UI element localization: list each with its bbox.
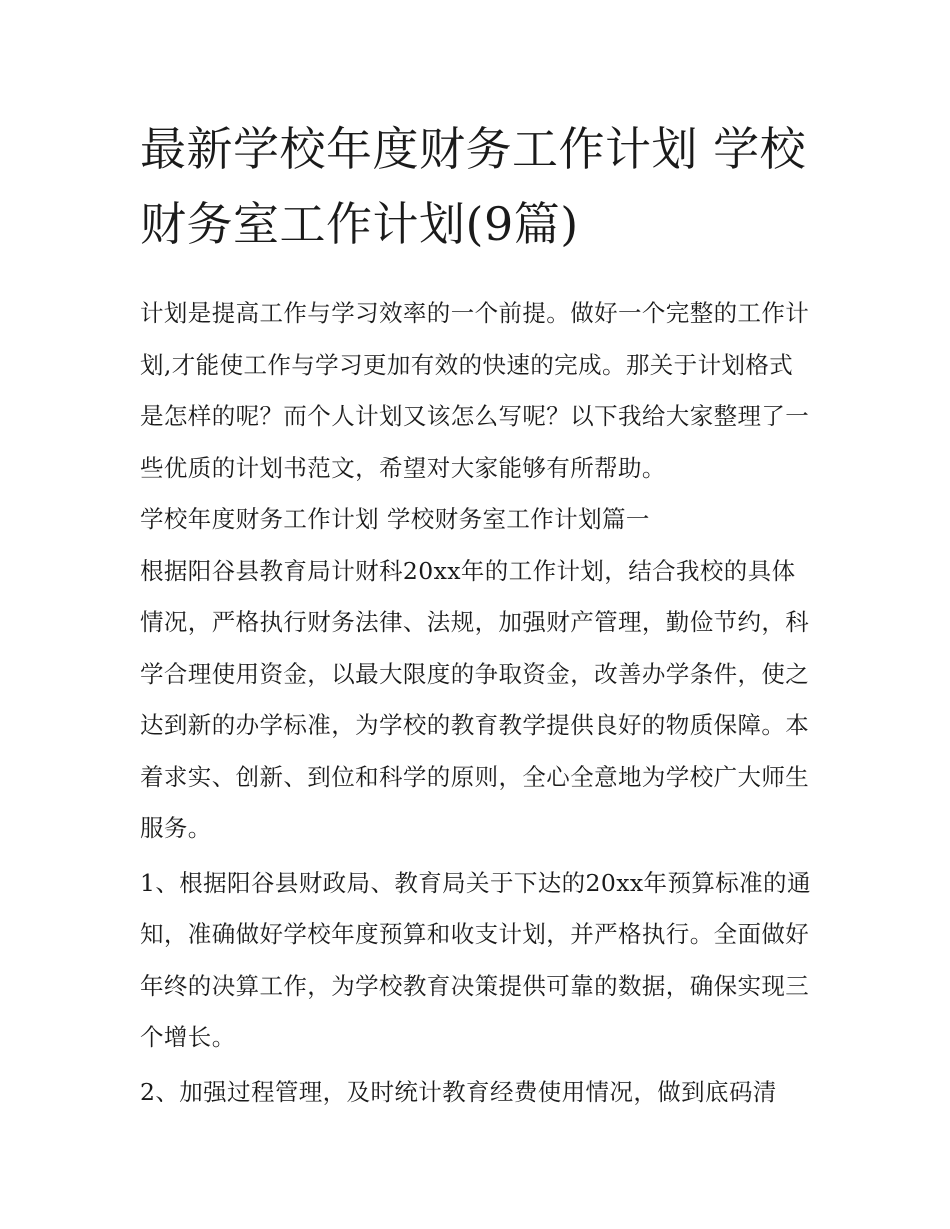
document-page: [140, 112, 816, 1118]
document-title: 最新学校年度财务工作计划 学校财务室工作计划(9篇): [140, 122, 807, 251]
section-heading: 学校年度财务工作计划 学校财务室工作计划篇一: [140, 505, 650, 533]
section-body-paragraph: 根据阳谷县教育局计财科20xx年的工作计划，结合我校的具体情况，严格执行财务法律、法规，加强财产管理，勤俭节约，科学合理使用资金，以最大限度的争取资金，改善办学条件，使之达到新的办学标准，为学校的教育教学提供良好的物质保障。本着求实、创新、到位和科学的原则，全心全意地为学校广大师生服务。: [140, 556, 810, 842]
list-item: 2、加强过程管理，及时统计教育经费使用情况，做到底码清: [140, 1077, 777, 1106]
intro-paragraph: 计划是提高工作与学习效率的一个前提。做好一个完整的工作计划,才能使工作与学习更加有效的快速的完成。那关于计划格式是怎样的呢？而个人计划又该怎么写呢？以下我给大家整理了一些优质的计划书范文，希望对大家能够有所帮助。: [140, 299, 810, 482]
list-item: 1、根据阳谷县财政局、教育局关于下达的20xx年预算标准的通知，准确做好学校年度预算和收支计划，并严格执行。全面做好年终的决算工作，为学校教育决策提供可靠的数据，确保实现三个增长。: [140, 868, 811, 1051]
